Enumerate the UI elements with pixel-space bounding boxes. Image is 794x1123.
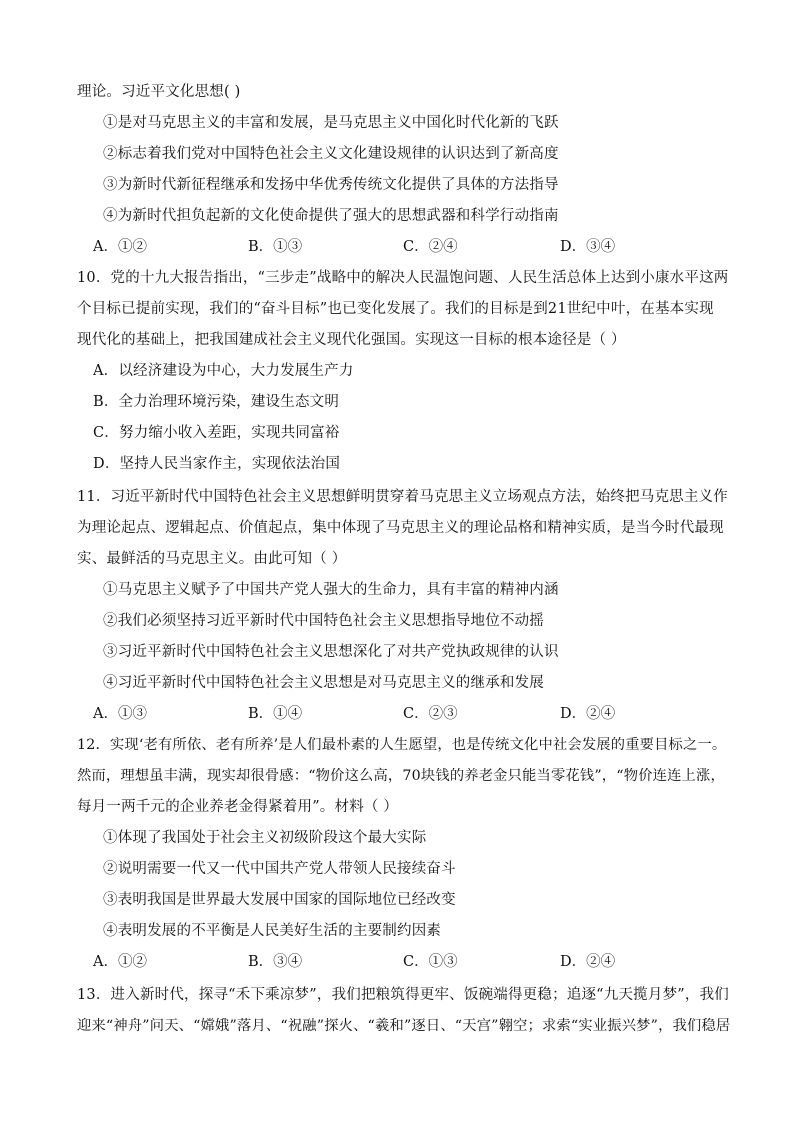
q10-option-c: C．努力缩小收入差距，实现共同富裕 (93, 425, 340, 441)
q9-choice-c: C．②④ (403, 239, 458, 255)
q11-stem-line-1: 11．习近平新时代中国特色社会主义思想鲜明贯穿着马克思主义立场观点方法，始终把马克思主义作 (77, 489, 728, 505)
q9-option-4: ④为新时代担负起新的文化使命提供了强大的思想武器和科学行动指南 (103, 208, 559, 224)
q12-choice-b: B．③④ (248, 954, 303, 970)
q13-stem-line-2: 迎来“神舟”问天、“嫦娥”落月、“祝融”探火、“羲和”逐日、“天宫”翱空；求索“实业振兴梦”，我们稳居 (77, 1018, 731, 1034)
q9-option-2: ②标志着我们党对中国特色社会主义文化建设规律的认识达到了新高度 (103, 146, 559, 162)
q12-choice-c: C．①③ (403, 954, 458, 970)
q10-option-b: B．全力治理环境污染，建设生态文明 (93, 394, 340, 410)
q11-choice-b: B．①④ (248, 706, 303, 722)
q10-stem-line-3: 现代化的基础上，把我国建成社会主义现代化强国。实现这一目标的根本途径是（ ） (77, 332, 626, 348)
q11-stem-line-2: 为理论起点、逻辑起点、价值起点，集中体现了马克思主义的理论品格和精神实质，是当今时代最现 (77, 520, 724, 536)
q12-option-1: ①体现了我国处于社会主义初级阶段这个最大实际 (103, 830, 427, 846)
q11-option-1: ①马克思主义赋予了中国共产党人强大的生命力，具有丰富的精神内涵 (103, 582, 559, 598)
q11-choice-a: A．①③ (93, 706, 147, 722)
q11-option-2: ②我们必须坚持习近平新时代中国特色社会主义思想指导地位不动摇 (103, 613, 544, 629)
q10-stem-line-1: 10．党的十九大报告指出，“三步走”战略中的解决人民温饱问题、人民生活总体上达到小康水平这两 (77, 270, 729, 286)
q12-choice-d: D．②④ (560, 954, 616, 970)
q12-stem-line-1: 12．实现‘老有所依、老有所养’是人们最朴素的人生愿望，也是传统文化中社会发展的重要目标之一。 (77, 737, 727, 753)
q11-choice-c: C．②③ (403, 706, 458, 722)
q13-stem-line-1: 13．进入新时代，探寻“禾下乘凉梦”，我们把粮筑得更牢、饭碗端得更稳；追逐“九天揽月梦”，我们 (77, 987, 729, 1003)
q10-stem-line-2: 个目标已提前实现，我们的“奋斗目标”也已变化发展了。我们的目标是到21世纪中叶，在基本实现 (77, 301, 714, 317)
q12-option-4: ④表明发展的不平衡是人民美好生活的主要制约因素 (103, 923, 442, 939)
q9-choice-d: D．③④ (560, 239, 616, 255)
q9-choice-a: A．①② (93, 239, 147, 255)
q9-stem-end: 理论。习近平文化思想( ) (77, 84, 241, 100)
q11-choice-d: D．②④ (560, 706, 616, 722)
q9-option-3: ③为新时代新征程继承和发扬中华优秀传统文化提供了具体的方法指导 (103, 177, 559, 193)
q11-option-3: ③习近平新时代中国特色社会主义思想深化了对共产党执政规律的认识 (103, 644, 559, 660)
q9-option-1: ①是对马克思主义的丰富和发展，是马克思主义中国化时代化新的飞跃 (103, 115, 559, 131)
q10-option-d: D．坚持人民当家作主，实现依法治国 (93, 456, 341, 472)
q12-choice-a: A．①② (93, 954, 147, 970)
q12-option-3: ③表明我国是世界最大发展中国家的国际地位已经改变 (103, 892, 456, 908)
q11-option-4: ④习近平新时代中国特色社会主义思想是对马克思主义的继承和发展 (103, 675, 544, 691)
q11-stem-line-3: 实、最鲜活的马克思主义。由此可知（ ） (77, 551, 347, 567)
q12-stem-line-2: 然而，理想虽丰满，现实却很骨感：“物价这么高，70块钱的养老金只能当零花钱”，“物价连连上涨， (77, 768, 725, 784)
q10-option-a: A．以经济建设为中心，大力发展生产力 (93, 363, 354, 379)
q9-choice-b: B．①③ (248, 239, 303, 255)
q12-option-2: ②说明需要一代又一代中国共产党人带领人民接续奋斗 (103, 861, 456, 877)
q12-stem-line-3: 每月一两千元的企业养老金得紧着用”。材料（ ） (77, 799, 399, 815)
